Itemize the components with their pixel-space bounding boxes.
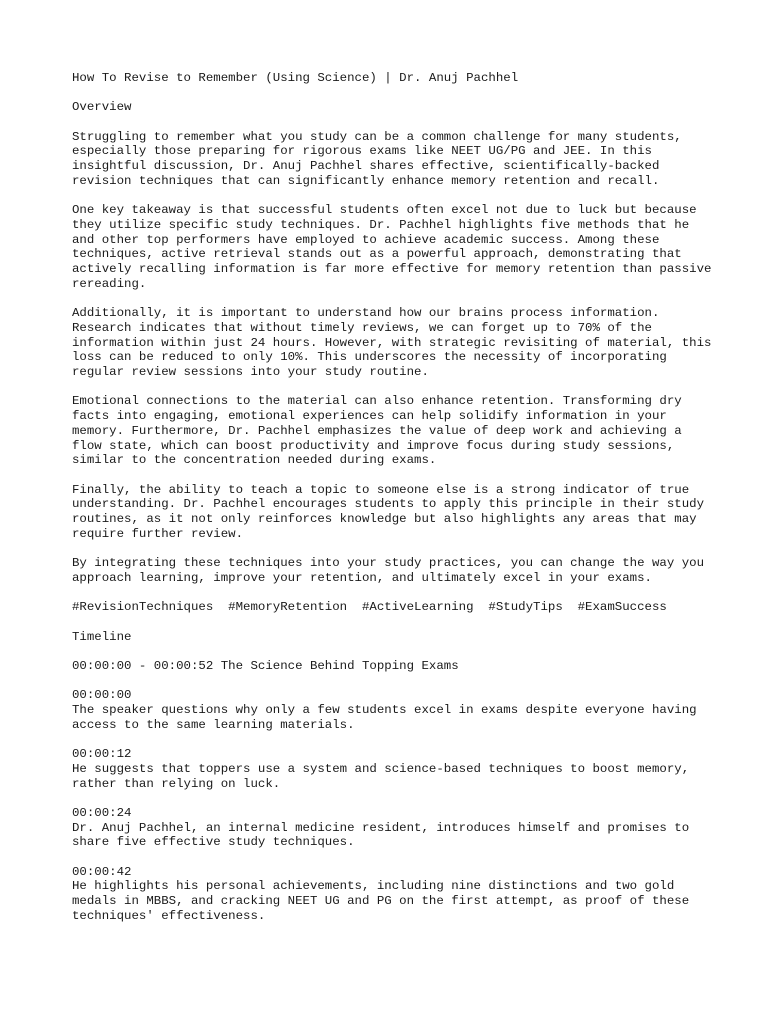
timeline-entry — [72, 806, 712, 850]
hashtags: #RevisionTechniques #MemoryRetention #ActiveLearning #StudyTips #ExamSuccess — [72, 600, 667, 615]
timeline-timestamp: 00:00:12 — [72, 747, 132, 762]
timeline-entry — [72, 865, 712, 924]
overview-paragraph: One key takeaway is that successful students often excel not due to luck but because they utilize specific study techniques. Dr. Pachhel highlights five methods that he and other top performers have employed to achieve academic success. Among these techniques, active retrieval stands out as a powerful approach, demonstrating that actively recalling information is far more effective for memory retention than passive rereading. — [72, 203, 719, 291]
timeline-timestamp: 00:00:24 — [72, 805, 132, 820]
overview-paragraph: By integrating these techniques into your study practices, you can change the way you approach learning, improve your retention, and ultimately excel in your exams. — [72, 556, 712, 585]
overview-paragraph: Additionally, it is important to understand how our brains process information. Research indicates that without timely reviews, we can forget up to 70% of the information within just 24 hours. However, with strategic revisiting of material, this loss can be reduced to only 10%. This underscores the necessity of incorporating regular review sessions into your study routine. — [72, 306, 719, 379]
document-title: How To Revise to Remember (Using Science) | Dr. Anuj Pachhel — [72, 71, 519, 85]
overview-paragraph: Struggling to remember what you study can be a common challenge for many students, especially those preparing for rigorous exams like NEET UG/PG and JEE. In this insightful discussion, Dr. Anuj Pachhel shares effective, scientifically-backed revision techniques that can significantly enhance memory retention and recall. — [72, 129, 690, 188]
timeline-timestamp: 00:00:42 — [72, 864, 132, 879]
overview-paragraph: Finally, the ability to teach a topic to someone else is a strong indicator of true understanding. Dr. Pachhel encourages students to apply this principle in their study routines, as it not only reinforces knowledge but also highlights any areas that may require further review. — [72, 482, 712, 541]
timeline-section-heading: 00:00:00 - 00:00:52 The Science Behind Topping Exams — [72, 658, 459, 673]
timeline-text: He suggests that toppers use a system and science-based techniques to boost memory, rather than relying on luck. — [72, 761, 690, 791]
timeline-text: The speaker questions why only a few students excel in exams despite everyone having access to the same learning materials. — [72, 703, 697, 732]
timeline-text: Dr. Anuj Pachhel, an internal medicine resident, introduces himself and promises to share five effective study techniques. — [72, 820, 690, 850]
timeline-entry — [72, 688, 712, 732]
timeline-heading: Timeline — [72, 629, 132, 644]
timeline-entry — [72, 747, 712, 791]
timeline-timestamp: 00:00:00 — [72, 688, 132, 703]
overview-heading: Overview — [72, 100, 132, 115]
timeline-text: He highlights his personal achievements, including nine distinctions and two gold medals in MBBS, and cracking NEET UG and PG on the first attempt, as proof of these techniques' effectiveness. — [72, 879, 690, 923]
document-page — [72, 71, 719, 938]
overview-paragraph: Emotional connections to the material can also enhance retention. Transforming dry facts into engaging, emotional experiences can help solidify information in your memory. Furthermore, Dr. Pachhel emphasizes the value of deep work and achieving a flow state, which can boost productivity and improve focus during study sessions, similar to the concentration needed during exams. — [72, 394, 690, 468]
